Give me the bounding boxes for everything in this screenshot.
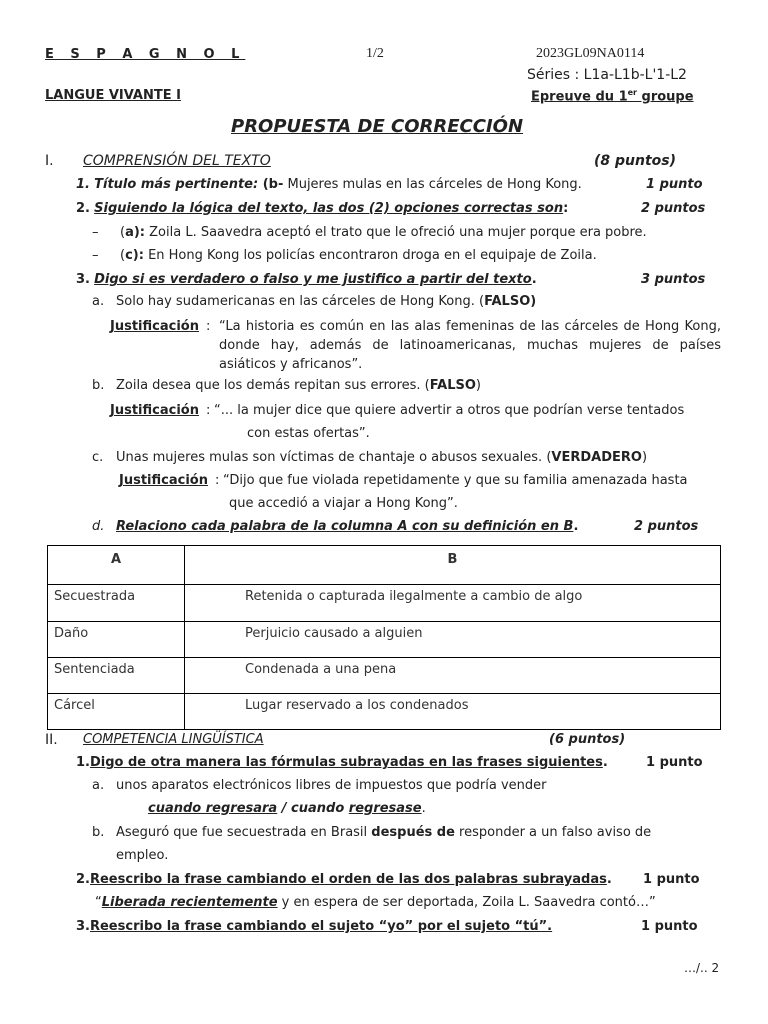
justification-text-c1: “Dijo que fue violada repetidamente y que su familia amenazada hasta bbox=[223, 473, 688, 488]
dash-bullet: – bbox=[92, 225, 99, 240]
q-dot: . bbox=[531, 272, 537, 287]
question-1-2 bbox=[76, 201, 568, 216]
item-text-bold: después de bbox=[371, 825, 455, 840]
underlined-words: Liberada recientemente bbox=[101, 895, 278, 910]
q-label: Reescribo la frase cambiando el orden de las dos palabras subrayadas bbox=[89, 872, 607, 887]
item-2-2-sentence bbox=[95, 895, 656, 910]
page-number: 1/2 bbox=[366, 46, 384, 61]
justification-text-a: “La historia es común en las alas femeninas de las cárceles de Hong Kong, donde hay, además de latinoamericanas, muchas mujeres de países asiáticos y africanos”. bbox=[219, 319, 721, 372]
q-label: Siguiendo la lógica del texto, las dos (2) opciones correctas son bbox=[94, 201, 564, 216]
section-1-points: (8 puntos) bbox=[594, 153, 677, 169]
just-label-text: Justificación bbox=[110, 319, 199, 334]
table-row bbox=[48, 622, 721, 658]
table-row bbox=[48, 694, 721, 730]
question-1-1-points: 1 punto bbox=[646, 177, 703, 192]
statement-close: ) bbox=[475, 378, 481, 393]
epreuve-line bbox=[531, 88, 694, 104]
footer-continuation: …/.. 2 bbox=[684, 961, 720, 975]
statement-a bbox=[92, 294, 536, 309]
answer-2: regresase bbox=[348, 801, 422, 816]
language-line: LANGUE VIVANTE I bbox=[45, 88, 181, 103]
q-num: 1. bbox=[76, 177, 90, 192]
series-line: Séries : L1a-L1b-L'1-L2 bbox=[527, 67, 687, 83]
q-dot: . bbox=[602, 755, 608, 770]
q-letter: d. bbox=[92, 519, 105, 534]
page-title: PROPUESTA DE CORRECCIÓN bbox=[231, 116, 524, 137]
epreuve-sup: er bbox=[627, 88, 637, 97]
dash-bullet: – bbox=[92, 248, 99, 263]
option-key: a bbox=[125, 225, 134, 240]
item-2-1-b bbox=[92, 825, 651, 840]
section-2-points: (6 puntos) bbox=[549, 732, 626, 747]
table-cell-b: Perjuicio causado a alguien bbox=[185, 622, 721, 658]
item-letter: a. bbox=[92, 778, 105, 793]
q-num: 2. bbox=[76, 201, 90, 216]
option-c: – (c): En Hong Kong los policías encontraron droga en el equipaje de Zoila. bbox=[92, 248, 597, 263]
answer-sep: / cuando bbox=[277, 801, 349, 816]
table-cell-b: Lugar reservado a los condenados bbox=[185, 694, 721, 730]
table-cell-b: Retenida o capturada ilegalmente a cambio de algo bbox=[185, 585, 721, 622]
epreuve-post: groupe bbox=[637, 89, 694, 105]
question-2-3-points: 1 punto bbox=[641, 919, 698, 934]
question-1-d bbox=[92, 519, 578, 534]
question-2-2-points: 1 punto bbox=[643, 872, 700, 887]
q-label: Título más pertinente: bbox=[94, 177, 259, 192]
answer-end: . bbox=[421, 801, 426, 816]
answer-1: cuando regresara bbox=[148, 801, 278, 816]
table-cell-b: Condenada a una pena bbox=[185, 658, 721, 694]
table-header-row bbox=[48, 546, 721, 585]
q-dot: . bbox=[606, 872, 612, 887]
q-num: 2. bbox=[76, 872, 90, 887]
section-1-title: COMPRENSIÓN DEL TEXTO bbox=[83, 153, 271, 169]
justification-label-a bbox=[110, 319, 199, 334]
question-1-3-points: 3 puntos bbox=[641, 272, 706, 287]
section-2-title: COMPETENCIA LINGÜÍSTICA bbox=[83, 732, 264, 747]
item-text: unos aparatos electrónicos libres de impuestos que podría vender bbox=[116, 778, 547, 793]
q-label: Relaciono cada palabra de la columna A con su definición en B bbox=[116, 519, 574, 534]
epreuve-pre: Epreuve du 1 bbox=[531, 89, 628, 105]
statement-letter: a. bbox=[92, 294, 105, 309]
table-row bbox=[48, 658, 721, 694]
exam-code: 2023GL09NA0114 bbox=[536, 46, 645, 61]
question-1-2-points: 2 puntos bbox=[641, 201, 706, 216]
table-row bbox=[48, 585, 721, 622]
justification-text-c2: que accedió a viajar a Hong Kong”. bbox=[229, 496, 458, 511]
q-label: Reescribo la frase cambiando el sujeto “yo” por el sujeto “tú”. bbox=[89, 919, 553, 934]
justification-label-c bbox=[119, 473, 208, 488]
justification-text-b1: “... la mujer dice que quiere advertir a otros que podrían verse tentados bbox=[214, 403, 685, 418]
table-cell-a: Secuestrada bbox=[48, 585, 185, 622]
table-cell-a: Sentenciada bbox=[48, 658, 185, 694]
just-colon: : bbox=[215, 473, 220, 488]
q-num: 3. bbox=[76, 919, 90, 934]
just-label-text: Justificación bbox=[110, 403, 199, 418]
question-2-1-points: 1 punto bbox=[646, 755, 703, 770]
quote-open: “ bbox=[95, 895, 102, 910]
table-header-b: B bbox=[185, 546, 721, 585]
option-key: c bbox=[125, 248, 133, 263]
option-name: Zoila L. Saavedra bbox=[149, 225, 263, 240]
option-a: – (a): Zoila L. Saavedra aceptó el trato que le ofreció una mujer porque era pobre. bbox=[92, 225, 647, 240]
item-text-post: responder a un falso aviso de bbox=[454, 825, 652, 840]
question-2-3 bbox=[76, 919, 552, 934]
statement-value: VERDADERO bbox=[551, 450, 642, 465]
justification-text-b2: con estas ofertas”. bbox=[247, 426, 370, 441]
statement-b bbox=[92, 378, 481, 393]
statement-close: ) bbox=[641, 450, 648, 465]
statement-close: ) bbox=[530, 294, 537, 309]
item-2-1-a bbox=[92, 778, 547, 793]
subject-heading: E S P A G N O L bbox=[45, 47, 246, 62]
q-label: Digo de otra manera las fórmulas subrayadas en las frases siguientes bbox=[89, 755, 603, 770]
statement-text: Zoila desea que los demás repitan sus errores. ( bbox=[116, 378, 430, 393]
table-header-a: A bbox=[48, 546, 185, 585]
question-2-1 bbox=[76, 755, 608, 770]
just-colon: : bbox=[206, 319, 211, 334]
statement-letter: b. bbox=[92, 378, 105, 393]
q-paren: ( bbox=[258, 177, 269, 192]
q-answer-key: b- bbox=[268, 177, 284, 192]
sentence-rest: y en espera de ser deportada, Zoila L. Saavedra contó…” bbox=[277, 895, 656, 910]
section-2-number: II. bbox=[45, 732, 58, 748]
just-label-text: Justificación bbox=[119, 473, 208, 488]
item-letter: b. bbox=[92, 825, 105, 840]
q-dot: . bbox=[573, 519, 579, 534]
question-2-2 bbox=[76, 872, 612, 887]
q-answer-text: Mujeres mulas en las cárceles de Hong Kong. bbox=[283, 177, 582, 192]
q-num: 1. bbox=[76, 755, 90, 770]
option-text: En Hong Kong los policías encontraron droga en el equipaje de Zoila. bbox=[143, 248, 597, 263]
table-cell-a: Daño bbox=[48, 622, 185, 658]
question-1-3 bbox=[76, 272, 537, 287]
item-2-1-a-answer bbox=[148, 801, 426, 816]
item-2-1-b-line2: empleo. bbox=[116, 848, 169, 863]
statement-text: Solo hay sudamericanas en las cárceles de Hong Kong. ( bbox=[116, 294, 485, 309]
table-cell-a: Cárcel bbox=[48, 694, 185, 730]
statement-value: FALSO bbox=[484, 294, 531, 309]
section-1-number: I. bbox=[45, 153, 54, 169]
item-text-pre: Aseguró que fue secuestrada en Brasil bbox=[116, 825, 372, 840]
question-1-1 bbox=[76, 177, 582, 192]
q-colon: : bbox=[563, 201, 569, 216]
option-text: aceptó el trato que le ofreció una mujer porque era pobre. bbox=[262, 225, 647, 240]
question-1-d-points: 2 puntos bbox=[634, 519, 699, 534]
just-colon: : bbox=[206, 403, 211, 418]
statement-text: Unas mujeres mulas son víctimas de chantaje o abusos sexuales. ( bbox=[116, 450, 552, 465]
q-label: Digo si es verdadero o falso y me justifico a partir del texto bbox=[94, 272, 532, 287]
statement-letter: c. bbox=[92, 450, 104, 465]
statement-c bbox=[92, 450, 647, 465]
matching-table bbox=[47, 545, 721, 730]
justification-label-b bbox=[110, 403, 199, 418]
statement-value: FALSO bbox=[429, 378, 476, 393]
q-num: 3. bbox=[76, 272, 90, 287]
